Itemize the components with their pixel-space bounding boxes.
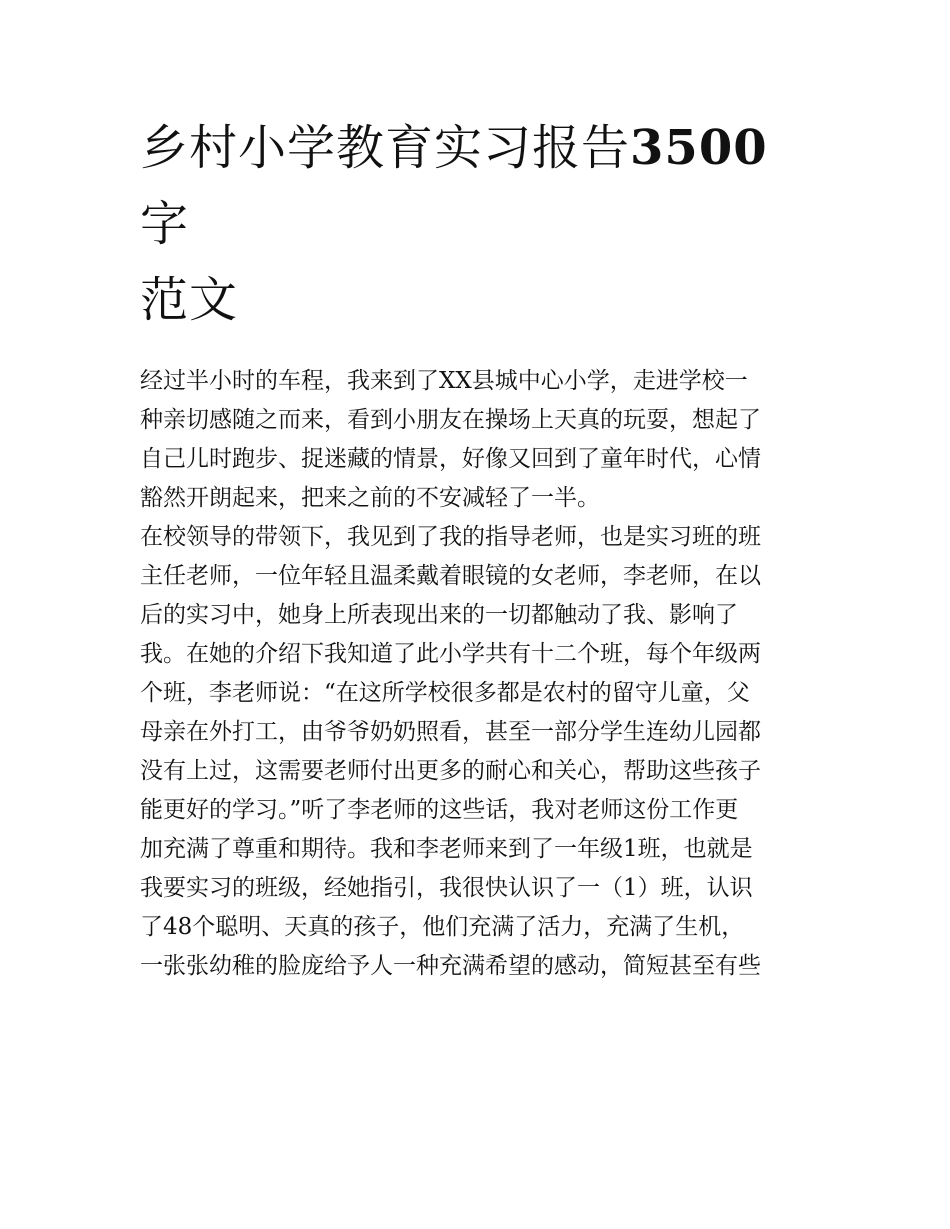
document-title — [140, 110, 812, 338]
document-page — [140, 110, 812, 986]
paragraph-line: 母亲在外打工，由爷爷奶奶照看，甚至一部分学生连幼儿园都 — [140, 719, 761, 745]
paragraph-2 — [140, 518, 812, 986]
paragraph-line: 了48个聪明、天真的孩子，他们充满了活力，充满了生机， — [140, 914, 745, 940]
paragraph-line: 在校领导的带领下，我见到了我的指导老师，也是实习班的班 — [140, 524, 761, 550]
paragraph-1 — [140, 362, 812, 518]
paragraph-line: 能更好的学习。”听了李老师的这些话，我对老师这份工作更 — [140, 797, 739, 823]
paragraph-line: 后的实习中，她身上所表现出来的一切都触动了我、影响了 — [140, 602, 738, 628]
paragraph-line: 没有上过，这需要老师付出更多的耐心和关心，帮助这些孩子 — [140, 758, 761, 784]
paragraph-line: 加充满了尊重和期待。我和李老师来到了一年级1班，也就是 — [140, 836, 753, 862]
paragraph-line: 主任老师，一位年轻且温柔戴着眼镜的女老师，李老师，在以 — [140, 563, 761, 589]
paragraph-line: 种亲切感随之而来，看到小朋友在操场上天真的玩耍，想起了 — [140, 407, 761, 433]
title-number: 3500 — [630, 120, 768, 176]
paragraph-line: 豁然开朗起来，把来之前的不安减轻了一半。 — [140, 485, 600, 511]
paragraph-line: 一张张幼稚的脸庞给予人一种充满希望的感动，简短甚至有些 — [140, 953, 761, 979]
paragraph-line: 自己儿时跑步、捉迷藏的情景，好像又回到了童年时代，心情 — [140, 446, 761, 472]
paragraph-line: 个班，李老师说：“在这所学校很多都是农村的留守儿童，父 — [140, 680, 750, 706]
title-line-2: 范文 — [140, 272, 239, 328]
paragraph-line: 我。在她的介绍下我知道了此小学共有十二个班，每个年级两 — [140, 641, 761, 667]
title-text: 乡村小学教育实习报告 — [140, 120, 631, 176]
paragraph-line: 我要实习的班级，经她指引，我很快认识了一（1）班，认识 — [140, 875, 753, 901]
paragraph-line: 经过半小时的车程，我来到了XX县城中心小学，走进学校一 — [140, 368, 748, 394]
title-suffix: 字 — [140, 196, 190, 252]
